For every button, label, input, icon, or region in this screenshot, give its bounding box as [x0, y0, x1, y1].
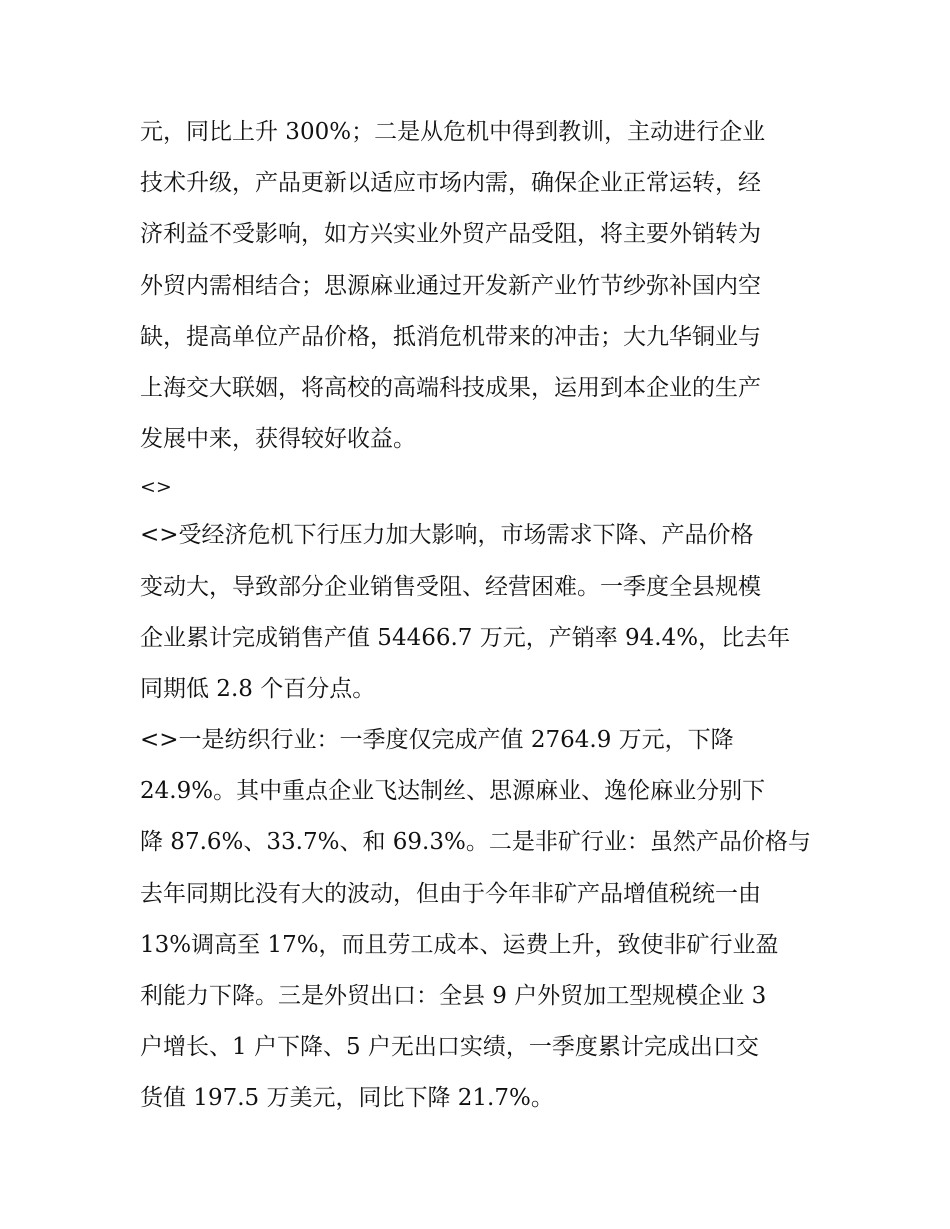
- text-line: 发展中来，获得较好收益。: [140, 426, 416, 453]
- text-line: 变动大，导致部分企业销售受阻、经营困难。一季度全县规模: [140, 573, 761, 600]
- paragraph-marker: <>: [140, 476, 172, 499]
- text-line: 户增长、1 户下降、5 户无出口实绩，一季度累计完成出口交: [140, 1034, 759, 1061]
- text-line: 技术升级，产品更新以适应市场内需，确保企业正常运转，经: [140, 170, 761, 197]
- text-line: <>受经济危机下行压力加大影响，市场需求下降、产品价格: [140, 522, 754, 549]
- text-line: 元，同比上升 300%；二是从危机中得到教训，主动进行企业: [140, 119, 766, 145]
- text-line: 24.9%。其中重点企业飞达制丝、思源麻业、逸伦麻业分别下: [140, 778, 766, 805]
- text-line: 同期低 2.8 个百分点。: [140, 675, 376, 702]
- text-line: 利能力下降。三是外贸出口：全县 9 户外贸加工型规模企业 3: [140, 983, 767, 1009]
- text-line: <>一是纺织行业：一季度仅完成产值 2764.9 万元，下降: [140, 727, 734, 754]
- text-line: 降 87.6%、33.7%、和 69.3%。二是非矿行业：虽然产品价格与: [140, 829, 811, 856]
- text-line: 企业累计完成销售产值 54466.7 万元，产销率 94.4%，比去年: [140, 624, 791, 651]
- text-line: 济利益不受影响，如方兴实业外贸产品受阻，将主要外销转为: [140, 221, 761, 248]
- document-page: [140, 107, 812, 1125]
- text-line: 上海交大联姻，将高校的高端科技成果，运用到本企业的生产: [140, 374, 761, 401]
- text-line: 13%调高至 17%，而且劳工成本、运费上升，致使非矿行业盈: [140, 931, 779, 958]
- text-line: 去年同期比没有大的波动，但由于今年非矿产品增值税统一由: [140, 880, 761, 907]
- text-line: 缺，提高单位产品价格，抵消危机带来的冲击；大九华铜业与: [140, 323, 761, 350]
- text-line: 货值 197.5 万美元，同比下降 21.7%。: [140, 1085, 554, 1112]
- text-line: 外贸内需相结合；思源麻业通过开发新产业竹节纱弥补国内空: [140, 272, 761, 299]
